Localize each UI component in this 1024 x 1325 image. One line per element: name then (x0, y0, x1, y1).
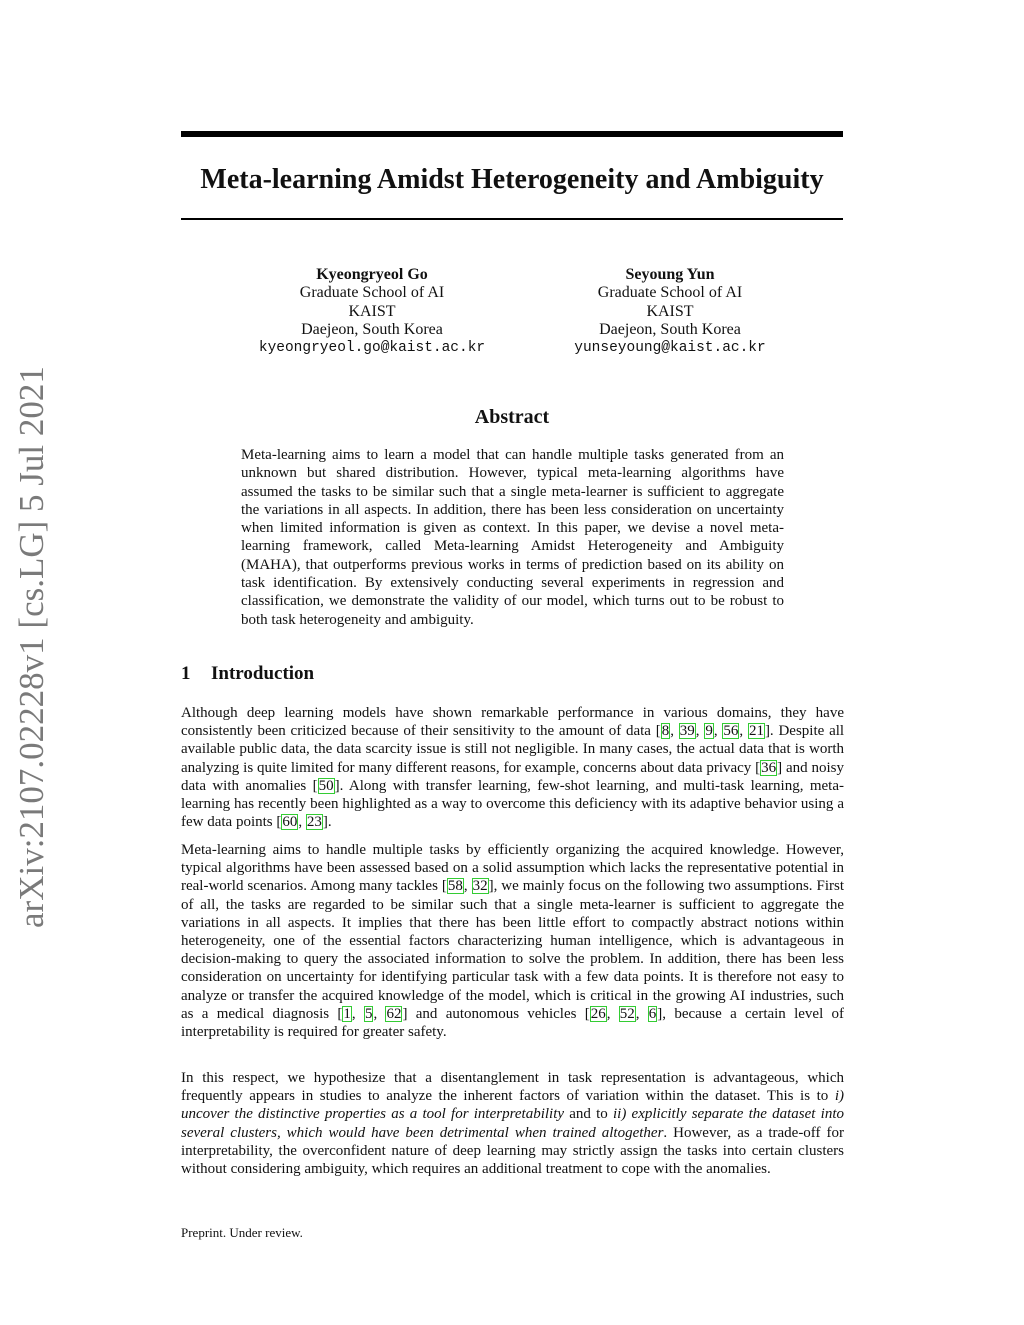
paragraph-text: ] and autonomous vehicles [ (402, 1005, 590, 1022)
author-block (535, 266, 805, 357)
citation-group: 58, 32 (447, 878, 488, 895)
section-title: Introduction (211, 663, 315, 684)
intro-paragraph-2 (181, 841, 844, 1041)
author-institution: KAIST (348, 302, 396, 320)
author-location: Daejeon, South Korea (301, 320, 443, 338)
citation-link[interactable]: 50 (318, 777, 334, 794)
citation-link[interactable]: 23 (306, 814, 322, 831)
author-name: Seyoung Yun (625, 266, 715, 283)
citation-link[interactable]: 39 (679, 723, 695, 740)
paper-title: Meta-learning Amidst Heterogeneity and Ambiguity (200, 164, 824, 195)
citation-link[interactable]: 62 (386, 1005, 402, 1022)
citation-group (318, 778, 335, 794)
title-rule-top (181, 131, 843, 137)
citation-link[interactable]: 60 (282, 814, 298, 831)
citation-link[interactable]: 6 (648, 1005, 657, 1022)
title-rule-bottom (181, 218, 843, 220)
citation-group: 1, 5, 62 (343, 1005, 402, 1022)
citation-group (760, 760, 777, 776)
paragraph-text: Although deep learning models have shown remarkable performance in various domains, they have consistently been criticized because of their sensitivity to the amount of data [ (181, 705, 844, 740)
citation-link[interactable]: 5 (364, 1005, 373, 1022)
citation-group: 26, 52, 6 (590, 1005, 657, 1022)
intro-paragraph-3 (181, 1069, 844, 1178)
citation-link[interactable]: 52 (619, 1005, 635, 1022)
citation-link[interactable]: 36 (761, 759, 777, 776)
author-email[interactable]: yunseyoung@kaist.ac.kr (574, 340, 766, 357)
abstract-text: Meta-learning aims to learn a model that can handle multiple tasks generated from an unknown but shared distribution. However, typical meta-learning algorithms have assumed the tasks to be similar such that a single meta-learner is sufficient to aggregate the variations in all aspects. In addition, there has been less consideration on uncertainty when limited information is given as context. In this paper, we devise a novel meta-learning framework, called Meta-learning Amidst Heterogeneity and Ambiguity (MAHA), that outperforms previous works in terms of prediction based on its ability on task identification. By extensively conducting several experiments in regression and classification, we demonstrate the validity of our model, which turns out to be robust to both task heterogeneity and ambiguity. (241, 447, 784, 628)
citation-link[interactable]: 1 (343, 1005, 351, 1022)
paragraph-text: In this respect, we hypothesize that a disentanglement in task representation is advantageous, which frequently appears in studies to analyze the inherent factors of variation within the dataset. This is to (181, 1070, 844, 1105)
citation-group: 60, 23 (282, 814, 322, 831)
footer-note: Preprint. Under review. (181, 1225, 303, 1240)
paragraph-text: ], we mainly focus on the following two assumptions. First of all, the tasks are regarded to be similar such that a single meta-learner is sufficient to aggregate the variations in all aspects. It implies that there has been little effort to compactly abstract notions within heterogeneity, one of the essential factors characterizing human intelligence, which is advantageous in decision-making to query the associated information to solve the problem. In addition, there has been less consideration on uncertainty for identifying particular task with a few data points. It is therefore not easy to analyze or transfer the acquired knowledge of the model, which is critical in the growing AI industries, such as a medical diagnosis [ (181, 878, 845, 1022)
citation-link[interactable]: 26 (590, 1005, 606, 1022)
paragraph-text: ], because a certain level of interpretability is required for greater safety. (181, 1005, 845, 1041)
paragraph-text: ]. (322, 814, 332, 831)
citation-group: 8, 39, 9, 56, 21 (661, 723, 764, 740)
author-email[interactable]: kyeongryeol.go@kaist.ac.kr (258, 340, 486, 357)
citation-link[interactable]: 32 (472, 878, 488, 895)
citation-link[interactable]: 56 (723, 723, 739, 740)
abstract-heading: Abstract (474, 406, 550, 428)
section-heading (181, 661, 314, 687)
author-location: Daejeon, South Korea (599, 320, 741, 338)
paragraph-text: . However, as a trade-off for interpretability, the overconfident nature of deep learning may strictly assign the tasks into certain clusters without considering ambiguity, which requires an additional treatment to cope with the anomalies. (181, 1124, 844, 1178)
paragraph-text: and to (564, 1106, 613, 1123)
paragraph-text: ] and noisy data with anomalies [ (181, 759, 844, 794)
paragraph-emphasis: i) uncover the distinctive properties as a tool for interpretability (181, 1088, 844, 1123)
section-number: 1 (181, 663, 191, 684)
paragraph-text: ]. Despite all available public data, the data scarcity issue is still not negligible. In many cases, the actual data that is worth analyzing is quite limited for many different reasons, for example, concerns about data privacy [ (181, 723, 845, 776)
author-institution: KAIST (646, 302, 694, 320)
paragraph-emphasis: ii) explicitly separate the dataset into several clusters, which would have been detrimental when trained altogether (181, 1106, 845, 1141)
arxiv-stamp: arXiv:2107.02228v1 [cs.LG] 5 Jul 2021 (12, 366, 51, 928)
citation-link[interactable]: 21 (748, 723, 764, 740)
citation-link[interactable]: 9 (705, 723, 713, 740)
author-name: Kyeongryeol Go (316, 266, 428, 283)
author-affiliation: Graduate School of AI (597, 284, 743, 302)
author-affiliation: Graduate School of AI (299, 284, 445, 302)
citation-link[interactable]: 58 (447, 878, 463, 895)
intro-paragraph-1 (181, 704, 844, 831)
paragraph-text: ]. Along with transfer learning, few-shot learning, and multi-task learning, meta-learning has recently been highlighted as a way to overcome this deficiency with its adaptive behavior using a few data points [ (181, 777, 844, 831)
author-block (237, 266, 507, 357)
paragraph-text: Meta-learning aims to handle multiple tasks by efficiently organizing the acquired knowledge. However, typical algorithms have been assessed based on a solid assumption which lacks the representative potential in real-world scenarios. Among many tackles [ (181, 842, 844, 895)
citation-link[interactable]: 8 (661, 723, 670, 740)
